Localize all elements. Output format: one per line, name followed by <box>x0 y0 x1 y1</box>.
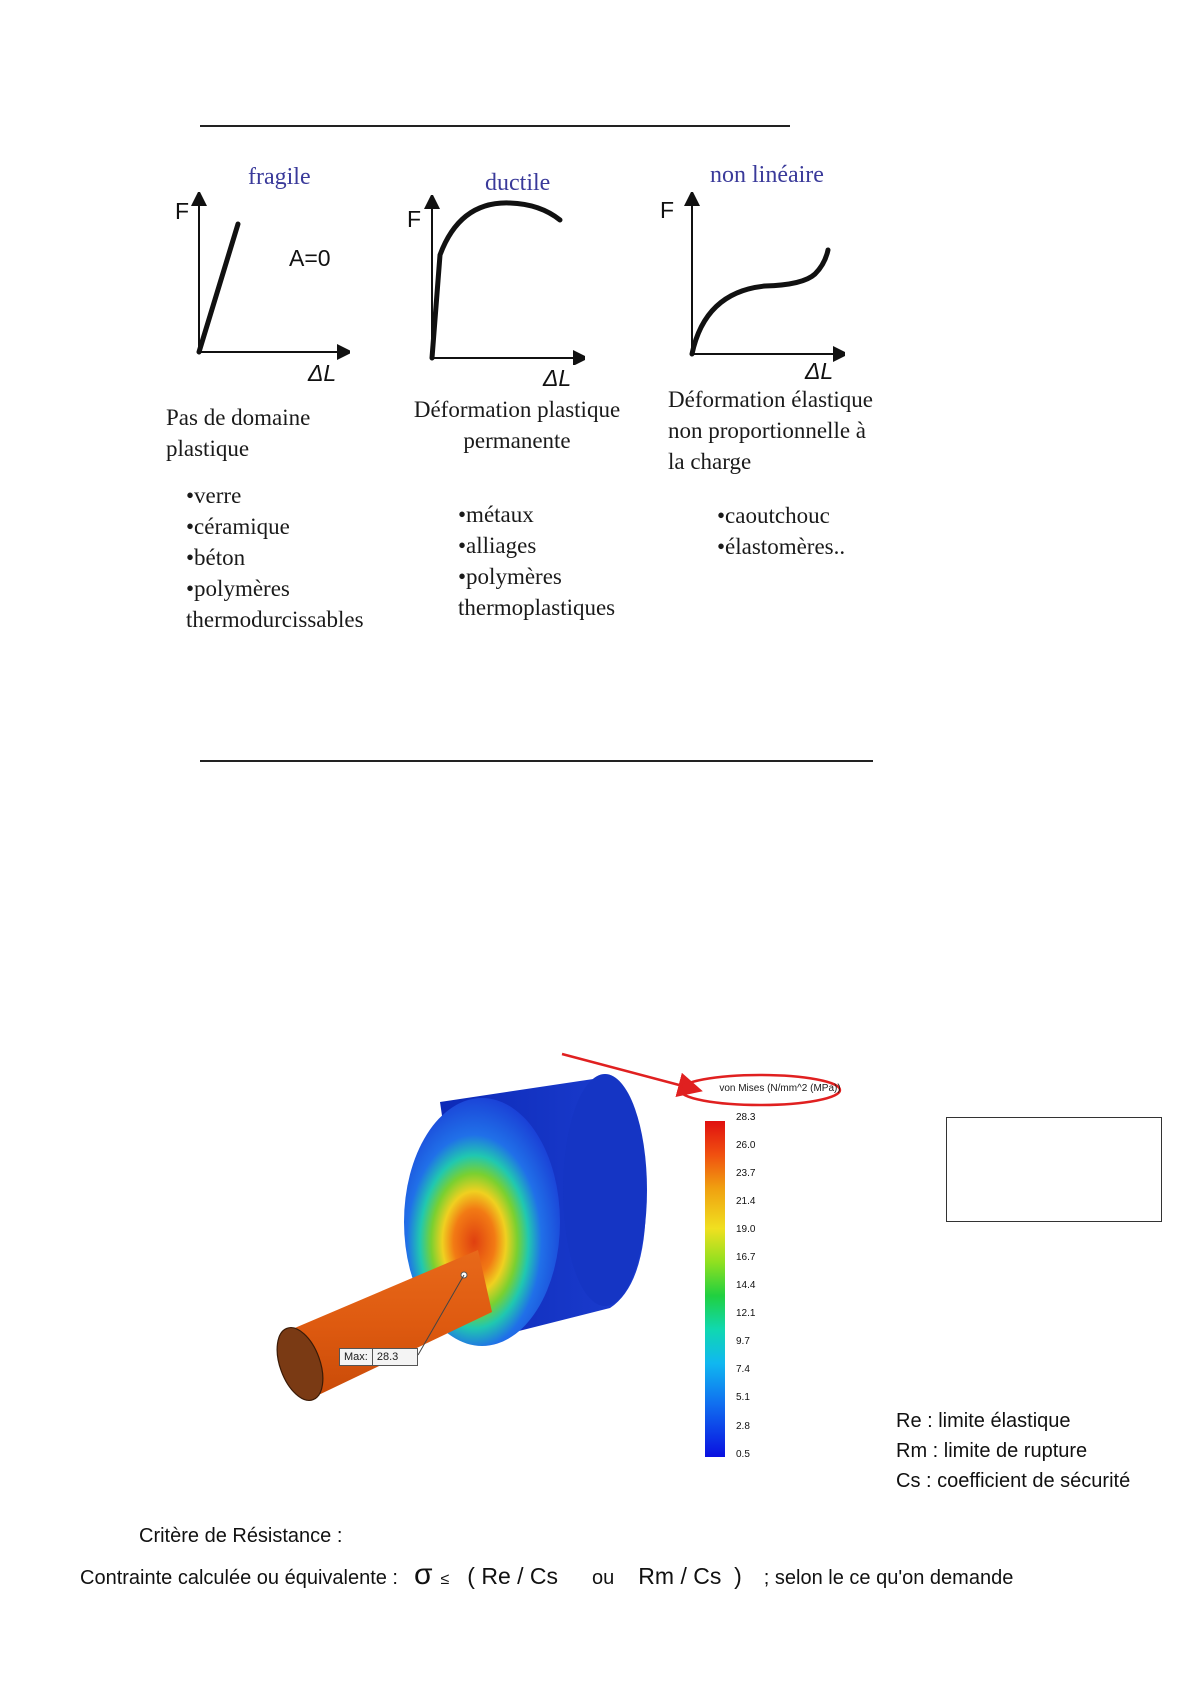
non-lineaire-caption-line: la charge <box>668 449 752 474</box>
list-item: •caoutchouc <box>717 503 830 528</box>
definition-rm: Rm : limite de rupture <box>896 1440 1088 1462</box>
list-item: •polymères <box>186 576 290 601</box>
non-lineaire-caption-line: Déformation élastique <box>668 387 874 412</box>
ductile-caption-line: Déformation plastique <box>413 397 621 422</box>
rm-over-cs: Rm / Cs ) <box>638 1563 742 1589</box>
list-item: •béton <box>186 545 246 570</box>
fragile-caption-line: plastique <box>166 436 250 461</box>
ductile-y-axis-label: F <box>407 206 422 232</box>
re-over-cs: ( Re / Cs <box>467 1563 559 1589</box>
list-item: •alliages <box>458 533 537 558</box>
leq-symbol: ≤ <box>440 1571 450 1588</box>
criterion-tail: ; selon le ce qu'on demande <box>763 1567 1014 1589</box>
sigma-symbol: σ <box>414 1558 433 1591</box>
middle-rule <box>200 760 873 762</box>
ductile-caption-line: permanente <box>463 428 571 453</box>
legend-tick-label: 28.3 <box>736 1112 756 1123</box>
ductile-curve-graph <box>405 195 585 365</box>
legend-tick-label: 19.0 <box>736 1224 756 1235</box>
fragile-title: fragile <box>248 164 311 190</box>
max-value: 28.3 <box>376 1351 399 1363</box>
ductile-title: ductile <box>485 170 551 196</box>
criterion-heading: Critère de Résistance : <box>139 1525 343 1547</box>
legend-title: von Mises (N/mm^2 (MPa)) <box>719 1083 841 1094</box>
non-lineaire-caption-line: non proportionnelle à <box>668 418 867 443</box>
legend-tick-label: 0.5 <box>736 1449 750 1460</box>
red-annotation-arrow <box>560 1050 850 1108</box>
legend-tick-label: 21.4 <box>736 1196 756 1207</box>
legend-tick-label: 5.1 <box>736 1392 750 1403</box>
definition-re: Re : limite élastique <box>896 1410 1071 1432</box>
fragile-caption <box>166 402 310 464</box>
legend-tick-label: 16.7 <box>736 1252 756 1263</box>
legend-tick-label: 2.8 <box>736 1421 750 1432</box>
non-lineaire-materials <box>717 500 845 562</box>
legend-tick-label: 7.4 <box>736 1364 750 1375</box>
von-mises-simulation-render <box>270 1050 720 1480</box>
non-lineaire-x-axis-label: ΔL <box>805 358 834 384</box>
max-value-box <box>339 1348 418 1366</box>
ductile-x-axis-label: ΔL <box>543 365 572 391</box>
definitions-list <box>896 1406 1130 1496</box>
fragile-x-axis-label: ΔL <box>308 360 337 386</box>
fragile-y-axis-label: F <box>175 198 190 224</box>
max-label: Max: <box>340 1349 373 1365</box>
ductile-materials <box>458 499 615 623</box>
non-lineaire-title: non linéaire <box>710 162 824 188</box>
ou-word: ou <box>592 1567 615 1589</box>
top-rule <box>200 125 790 127</box>
list-item: •verre <box>186 483 242 508</box>
legend-tick-label: 26.0 <box>736 1140 756 1151</box>
legend-tick-label: 23.7 <box>736 1168 756 1179</box>
criterion-formula <box>80 1558 1013 1592</box>
fragile-caption-line: Pas de domaine <box>166 405 311 430</box>
fragile-note: A=0 <box>289 245 331 271</box>
legend-tick-label: 9.7 <box>736 1336 750 1347</box>
list-item: thermodurcissables <box>186 607 364 632</box>
non-lineaire-curve-graph <box>665 192 845 362</box>
list-item: •céramique <box>186 514 290 539</box>
list-item: •polymères <box>458 564 562 589</box>
non-lineaire-caption <box>668 384 873 477</box>
criterion-label: Contrainte calculée ou équivalente : <box>80 1567 398 1589</box>
list-item: thermoplastiques <box>458 595 616 620</box>
color-bar-scale <box>730 1112 770 1472</box>
list-item: •élastomères.. <box>717 534 846 559</box>
list-item: •métaux <box>458 502 534 527</box>
ductile-caption <box>397 394 637 456</box>
fragile-curve-graph <box>175 192 350 377</box>
legend-tick-label: 14.4 <box>736 1280 756 1291</box>
definition-cs: Cs : coefficient de sécurité <box>896 1470 1131 1492</box>
color-bar <box>705 1121 725 1457</box>
fragile-materials <box>186 480 364 635</box>
empty-box <box>946 1117 1162 1222</box>
legend-tick-label: 12.1 <box>736 1308 756 1319</box>
non-lineaire-y-axis-label: F <box>660 197 675 223</box>
